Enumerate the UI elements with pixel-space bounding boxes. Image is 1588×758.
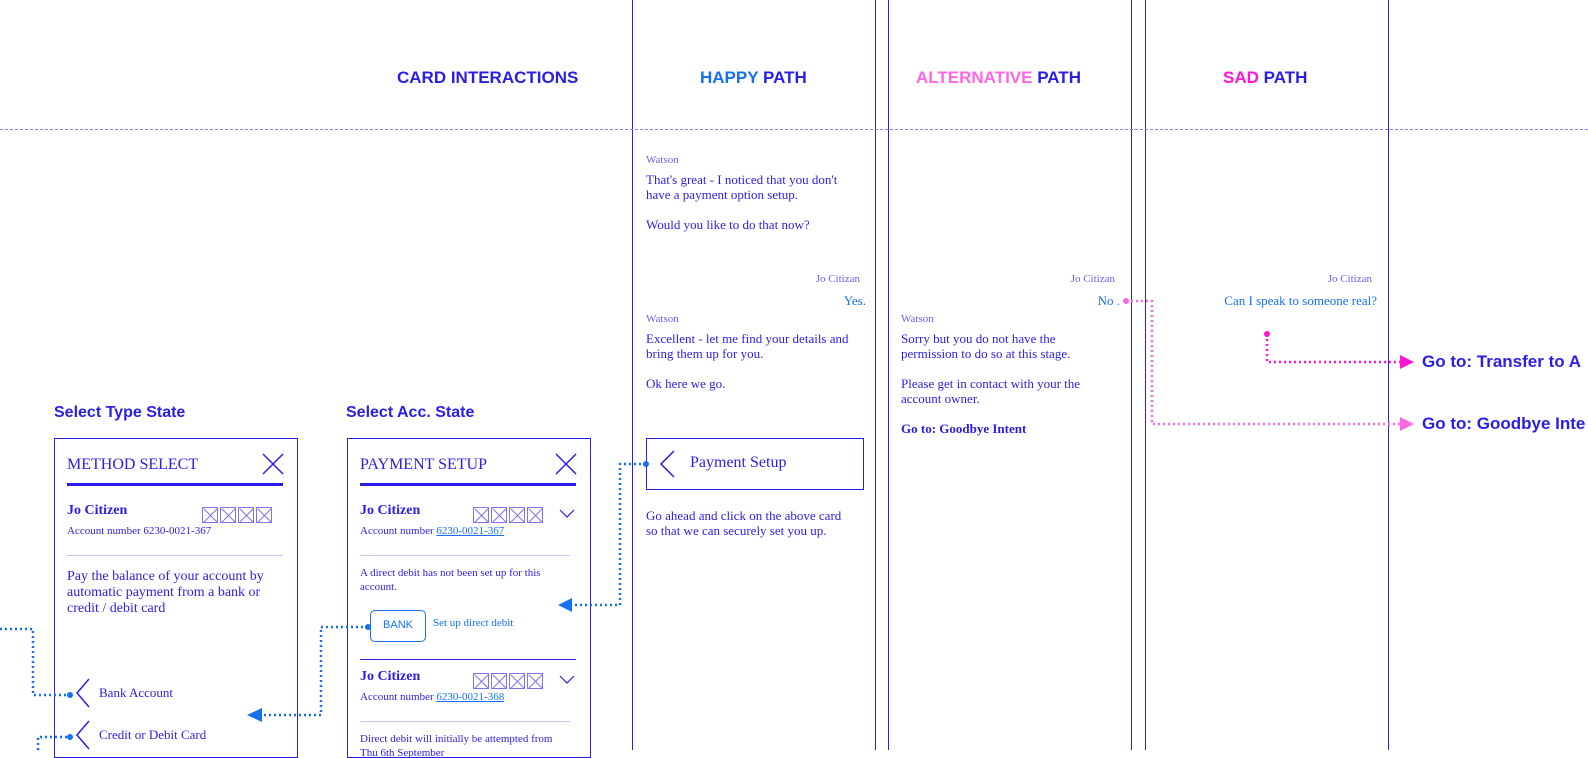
select-acc-state-title: Select Acc. State [346, 404, 475, 421]
watson-label: Watson [901, 313, 934, 325]
watson-message-3: Go ahead and click on the above card so that we can securely set you up. [646, 508, 842, 538]
option-bank-account-label: Bank Account [99, 685, 174, 700]
account-2-number-link[interactable]: 6230-0021-368 [436, 691, 505, 703]
payment-setup-title: PAYMENT SETUP [360, 456, 488, 473]
account-holder-name: Jo Citizen [67, 503, 128, 518]
watson-message-1: That's great - I noticed that you don't have a payment option setup. Would you like to do that now? [646, 172, 838, 232]
header-sad-path: SAD PATH [1223, 68, 1308, 87]
watson-message-2: Excellent - let me find your details and bring them up for you. Ok here we go. [646, 331, 849, 391]
header-happy-path: HAPPY PATH [700, 68, 807, 87]
connector-sad-to-transfer [1264, 331, 1414, 369]
payment-setup-card-title: Payment Setup [690, 454, 787, 471]
user-reply-no: No . [1097, 293, 1120, 308]
watson-label: Watson [646, 313, 679, 325]
setup-direct-debit-link[interactable]: Set up direct debit [433, 617, 514, 629]
option-credit-debit-card-label: Credit or Debit Card [99, 727, 207, 742]
method-select-title: METHOD SELECT [67, 456, 199, 473]
connector-no-to-goodbye [1123, 298, 1414, 431]
account-2-note: Direct debit will initially be attempted from Thu 6th September [360, 733, 553, 758]
connector-bank-to-select-type [247, 624, 371, 722]
user-label: Jo Citizan [815, 273, 860, 285]
header-alternative-path: ALTERNATIVE PATH [916, 68, 1081, 87]
connector-left-to-bank-account [0, 629, 73, 698]
user-label: Jo Citizan [1327, 273, 1372, 285]
account-number: Account number 6230-0021-367 [67, 525, 212, 537]
goto-goodbye-intent-text: Go to: Goodbye Intent [901, 421, 1027, 436]
user-reply-speak-real: Can I speak to someone real? [1224, 293, 1377, 308]
select-type-state-title: Select Type State [54, 404, 186, 421]
account-1-note: A direct debit has not been set up for this account. [360, 567, 541, 593]
account-2-name: Jo Citizen [360, 669, 421, 684]
connector-left-to-credit-card [38, 734, 73, 750]
account-1-number: Account number 6230-0021-367 [360, 525, 505, 537]
header-card-interactions: CARD INTERACTIONS [397, 68, 579, 87]
goto-transfer: Go to: Transfer to A [1422, 352, 1581, 371]
user-label: Jo Citizan [1070, 273, 1115, 285]
bank-button[interactable]: BANK [370, 610, 426, 642]
connector-happy-to-select-acc [558, 461, 649, 612]
user-reply-yes: Yes. [843, 293, 866, 308]
account-1-name: Jo Citizen [360, 503, 421, 518]
account-1-number-link[interactable]: 6230-0021-367 [436, 525, 505, 537]
watson-label: Watson [646, 154, 679, 166]
method-description: Pay the balance of your account by automatic payment from a bank or credit / debit card [67, 569, 264, 616]
goto-goodbye: Go to: Goodbye Inte [1422, 414, 1586, 433]
account-2-number: Account number 6230-0021-368 [360, 691, 505, 703]
watson-message-alt: Sorry but you do not have the permission to do so at this stage. Please get in contact with your the account owner. Go to: Goodbye Intent [901, 331, 1126, 436]
